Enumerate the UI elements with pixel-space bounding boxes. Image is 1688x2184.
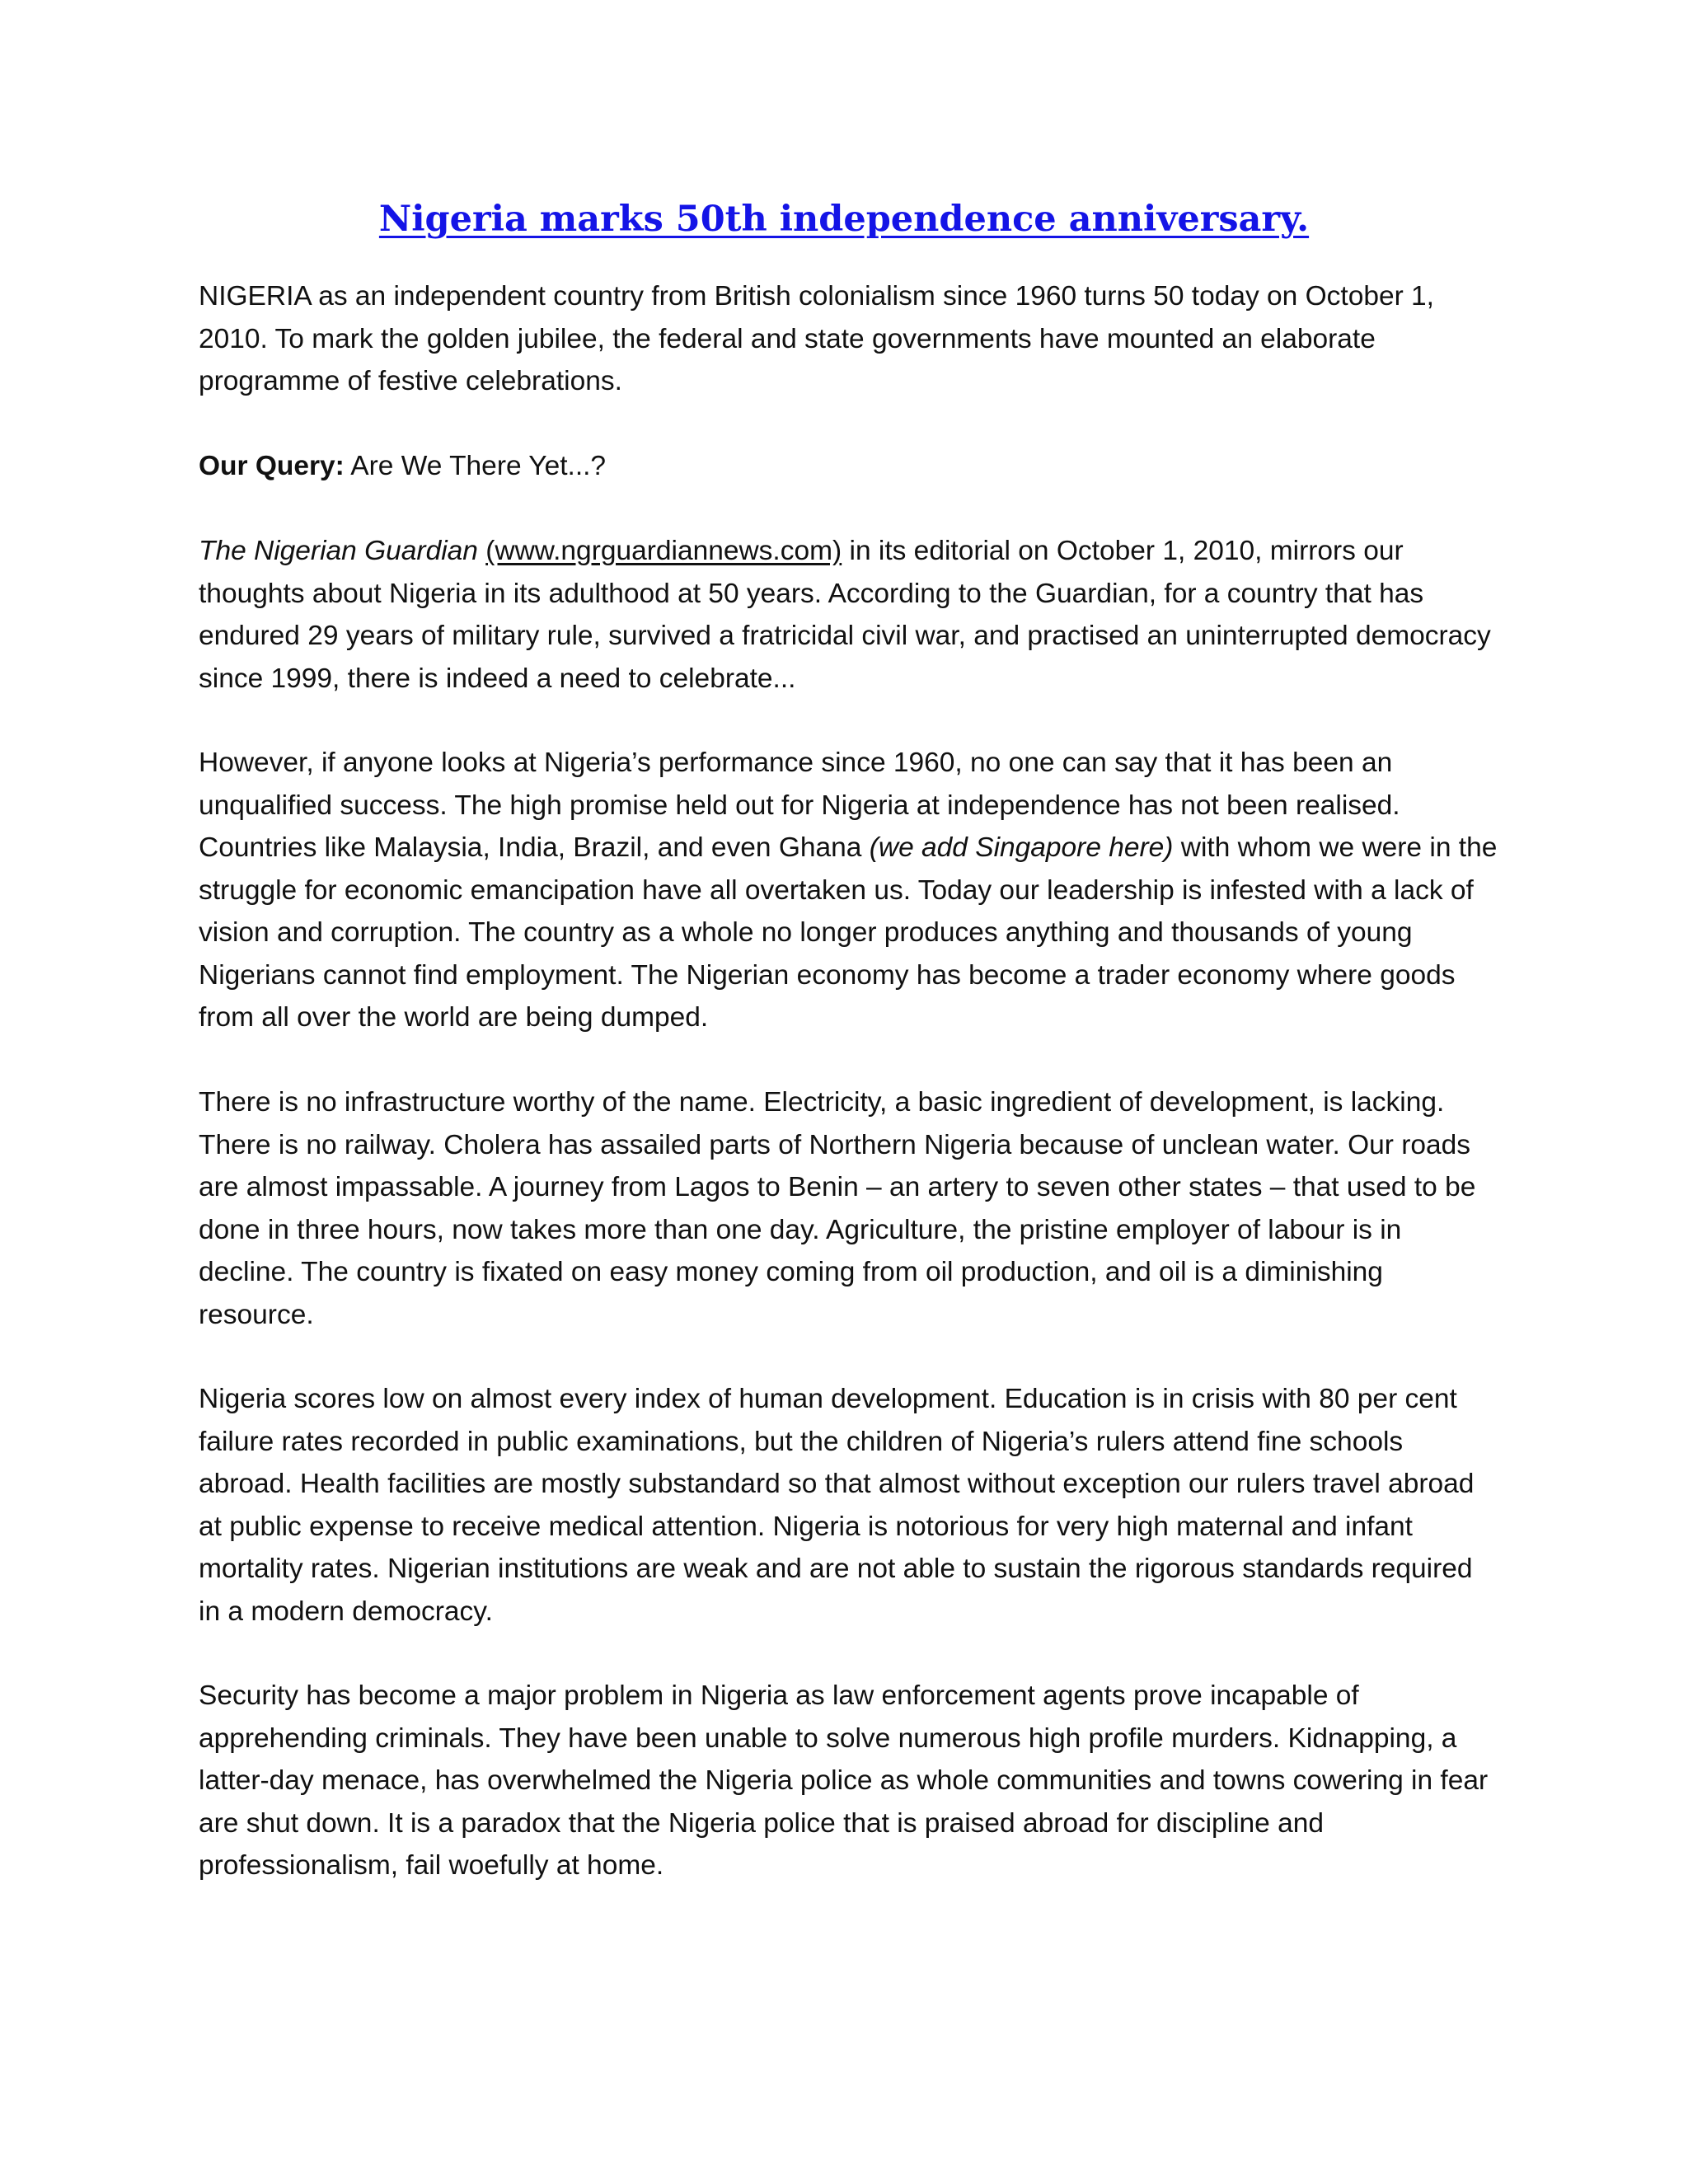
guardian-url-link[interactable]: (www.ngrguardiannews.com) <box>485 536 842 566</box>
page-title[interactable]: Nigeria marks 50th independence anniversary. <box>378 199 1310 240</box>
performance-aside: (we add Singapore here) <box>869 832 1174 863</box>
query-paragraph <box>199 445 1501 488</box>
guardian-text: in its editorial on October 1, 2010, mirrors our thoughts about Nigeria in its adulthood at 50 years. According to the Guardian, for a country that has endured 29 years of military rule, survived a fratricidal civil war, and practised an uninterrupted democracy since 1999, there is indeed a need to celebrate... <box>199 536 1491 694</box>
human-development-paragraph: Nigeria scores low on almost every index of human development. Education is in crisis with 80 per cent failure rates recorded in public examinations, but the children of Nigeria’s rulers attend fine schools abroad. Health facilities are mostly substandard so that almost without exception our rulers travel abroad at public expense to receive medical attention. Nigeria is notorious for very high maternal and infant mortality rates. Nigerian institutions are weak and are not able to sustain the rigorous standards required in a modern democracy. <box>199 1384 1475 1627</box>
performance-paragraph <box>199 742 1501 1039</box>
guardian-paragraph <box>199 530 1501 700</box>
infrastructure-paragraph: There is no infrastructure worthy of the name. Electricity, a basic ingredient of development, is lacking. There is no railway. Cholera has assailed parts of Northern Nigeria because of unclean water. Our roads are almost impassable. A journey from Lagos to Benin – an artery to seven other states – that used to be done in three hours, now takes more than one day. Agriculture, the pristine employer of labour is in decline. The country is fixated on easy money coming from oil production, and oil is a diminishing resource. <box>199 1087 1476 1330</box>
query-text: Are We There Yet...? <box>344 451 607 481</box>
query-label: Our Query: <box>199 451 345 481</box>
guardian-source: The Nigerian Guardian <box>199 536 478 566</box>
intro-paragraph: NIGERIA as an independent country from British colonialism since 1960 turns 50 today on October 1, 2010. To mark the golden jubilee, the federal and state governments have mounted an elaborate programme of festive celebrations. <box>199 281 1434 396</box>
performance-text-start: However, if anyone looks at Nigeria’s performance since 1960, no one can say that it has been an unqualified success. The high promise held out for Nigeria at independence has not been realised. Countries like Malaysia, India, Brazil, and even Ghana <box>199 748 1400 863</box>
security-paragraph: Security has become a major problem in Nigeria as law enforcement agents prove incapable of apprehending criminals. They have been unable to solve numerous high profile murders. Kidnapping, a latter-day menace, has overwhelmed the Nigeria police as whole communities and towns cowering in fear are shut down. It is a paradox that the Nigeria police that is praised abroad for discipline and professionalism, fail woefully at home. <box>199 1680 1489 1881</box>
performance-text-end: with whom we were in the struggle for economic emancipation have all overtaken us. Today our leadership is infested with a lack of vision and corruption. The country as a whole no longer produces anything and thousands of young Nigerians cannot find employment. The Nigerian economy has become a trader economy where goods from all over the world are being dumped. <box>199 832 1498 1033</box>
